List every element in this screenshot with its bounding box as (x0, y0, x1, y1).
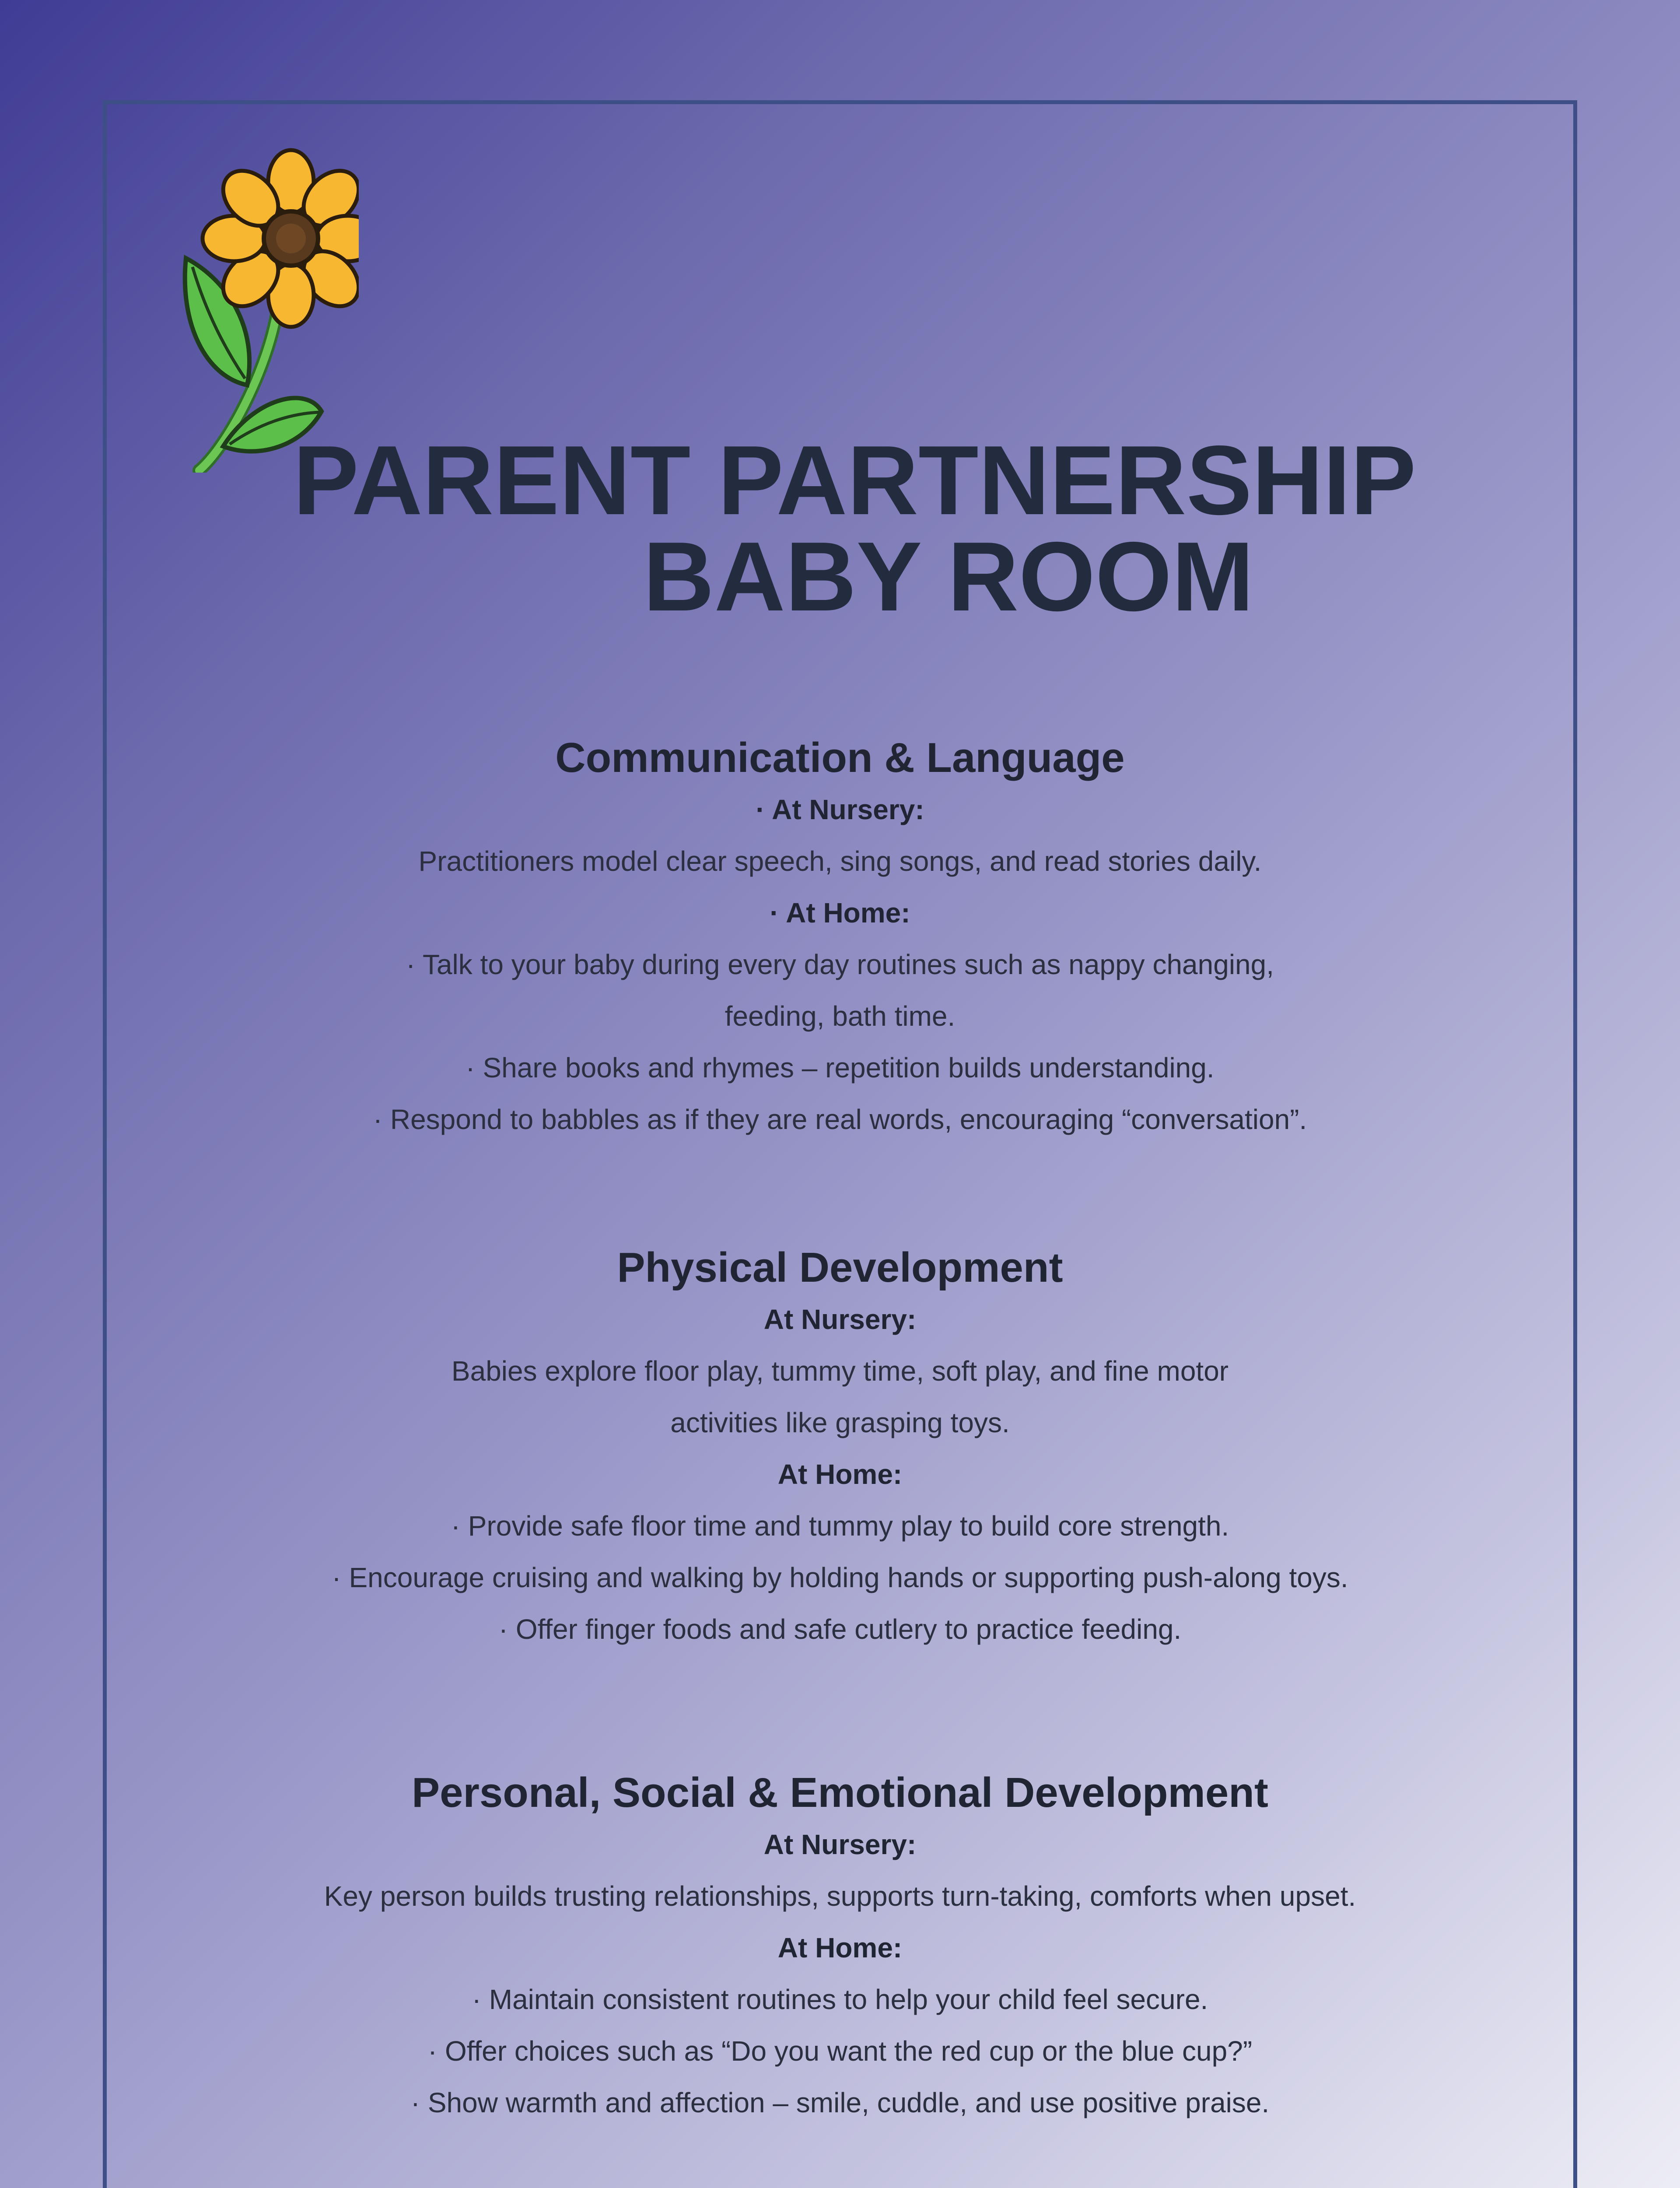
page-title-line-1: PARENT PARTNERSHIP (293, 425, 1416, 535)
section-heading: Physical Development (617, 1244, 1063, 1291)
at-nursery-label: At Nursery: (763, 1304, 917, 1335)
at-home-label: At Home: (777, 1932, 903, 1964)
at-nursery-label: · At Nursery: (756, 794, 924, 825)
section-physical-development (103, 1242, 1577, 1655)
home-bullet: · Respond to babbles as if they are real words, encouraging “conversation”. (373, 1104, 1307, 1135)
home-bullet: · Share books and rhymes – repetition builds understanding. (466, 1052, 1214, 1083)
home-bullet: · Maintain consistent routines to help your child feel secure. (472, 1984, 1208, 2015)
at-nursery-label: At Nursery: (763, 1829, 917, 1860)
section-personal-social-emotional (103, 1767, 1577, 2128)
home-bullet: · Talk to your baby during every day routines such as nappy changing, (406, 949, 1274, 980)
home-bullet: · Offer choices such as “Do you want the red cup or the blue cup?” (427, 2035, 1253, 2067)
home-bullet: feeding, bath time. (724, 1000, 956, 1032)
at-home-label: · At Home: (770, 897, 910, 929)
nursery-text: Key person builds trusting relationships, supports turn-taking, comforts when upset. (324, 1880, 1356, 1912)
sunflower-icon (175, 140, 359, 473)
section-heading: Personal, Social & Emotional Development (412, 1769, 1268, 1816)
nursery-text: Babies explore floor play, tummy time, soft play, and fine motor (451, 1355, 1229, 1387)
nursery-text: activities like grasping toys. (670, 1407, 1010, 1438)
page-title-line-2: BABY ROOM (643, 521, 1254, 631)
section-heading: Communication & Language (555, 734, 1125, 781)
home-bullet: · Offer finger foods and safe cutlery to practice feeding. (498, 1613, 1182, 1645)
nursery-text: Practitioners model clear speech, sing songs, and read stories daily. (418, 845, 1262, 877)
home-bullet: · Encourage cruising and walking by holding hands or supporting push-along toys. (332, 1562, 1348, 1593)
home-bullet: · Provide safe floor time and tummy play to build core strength. (451, 1510, 1229, 1542)
at-home-label: At Home: (777, 1459, 903, 1490)
home-bullet: · Show warmth and affection – smile, cuddle, and use positive praise. (410, 2087, 1270, 2118)
section-communication-language (103, 732, 1577, 1145)
